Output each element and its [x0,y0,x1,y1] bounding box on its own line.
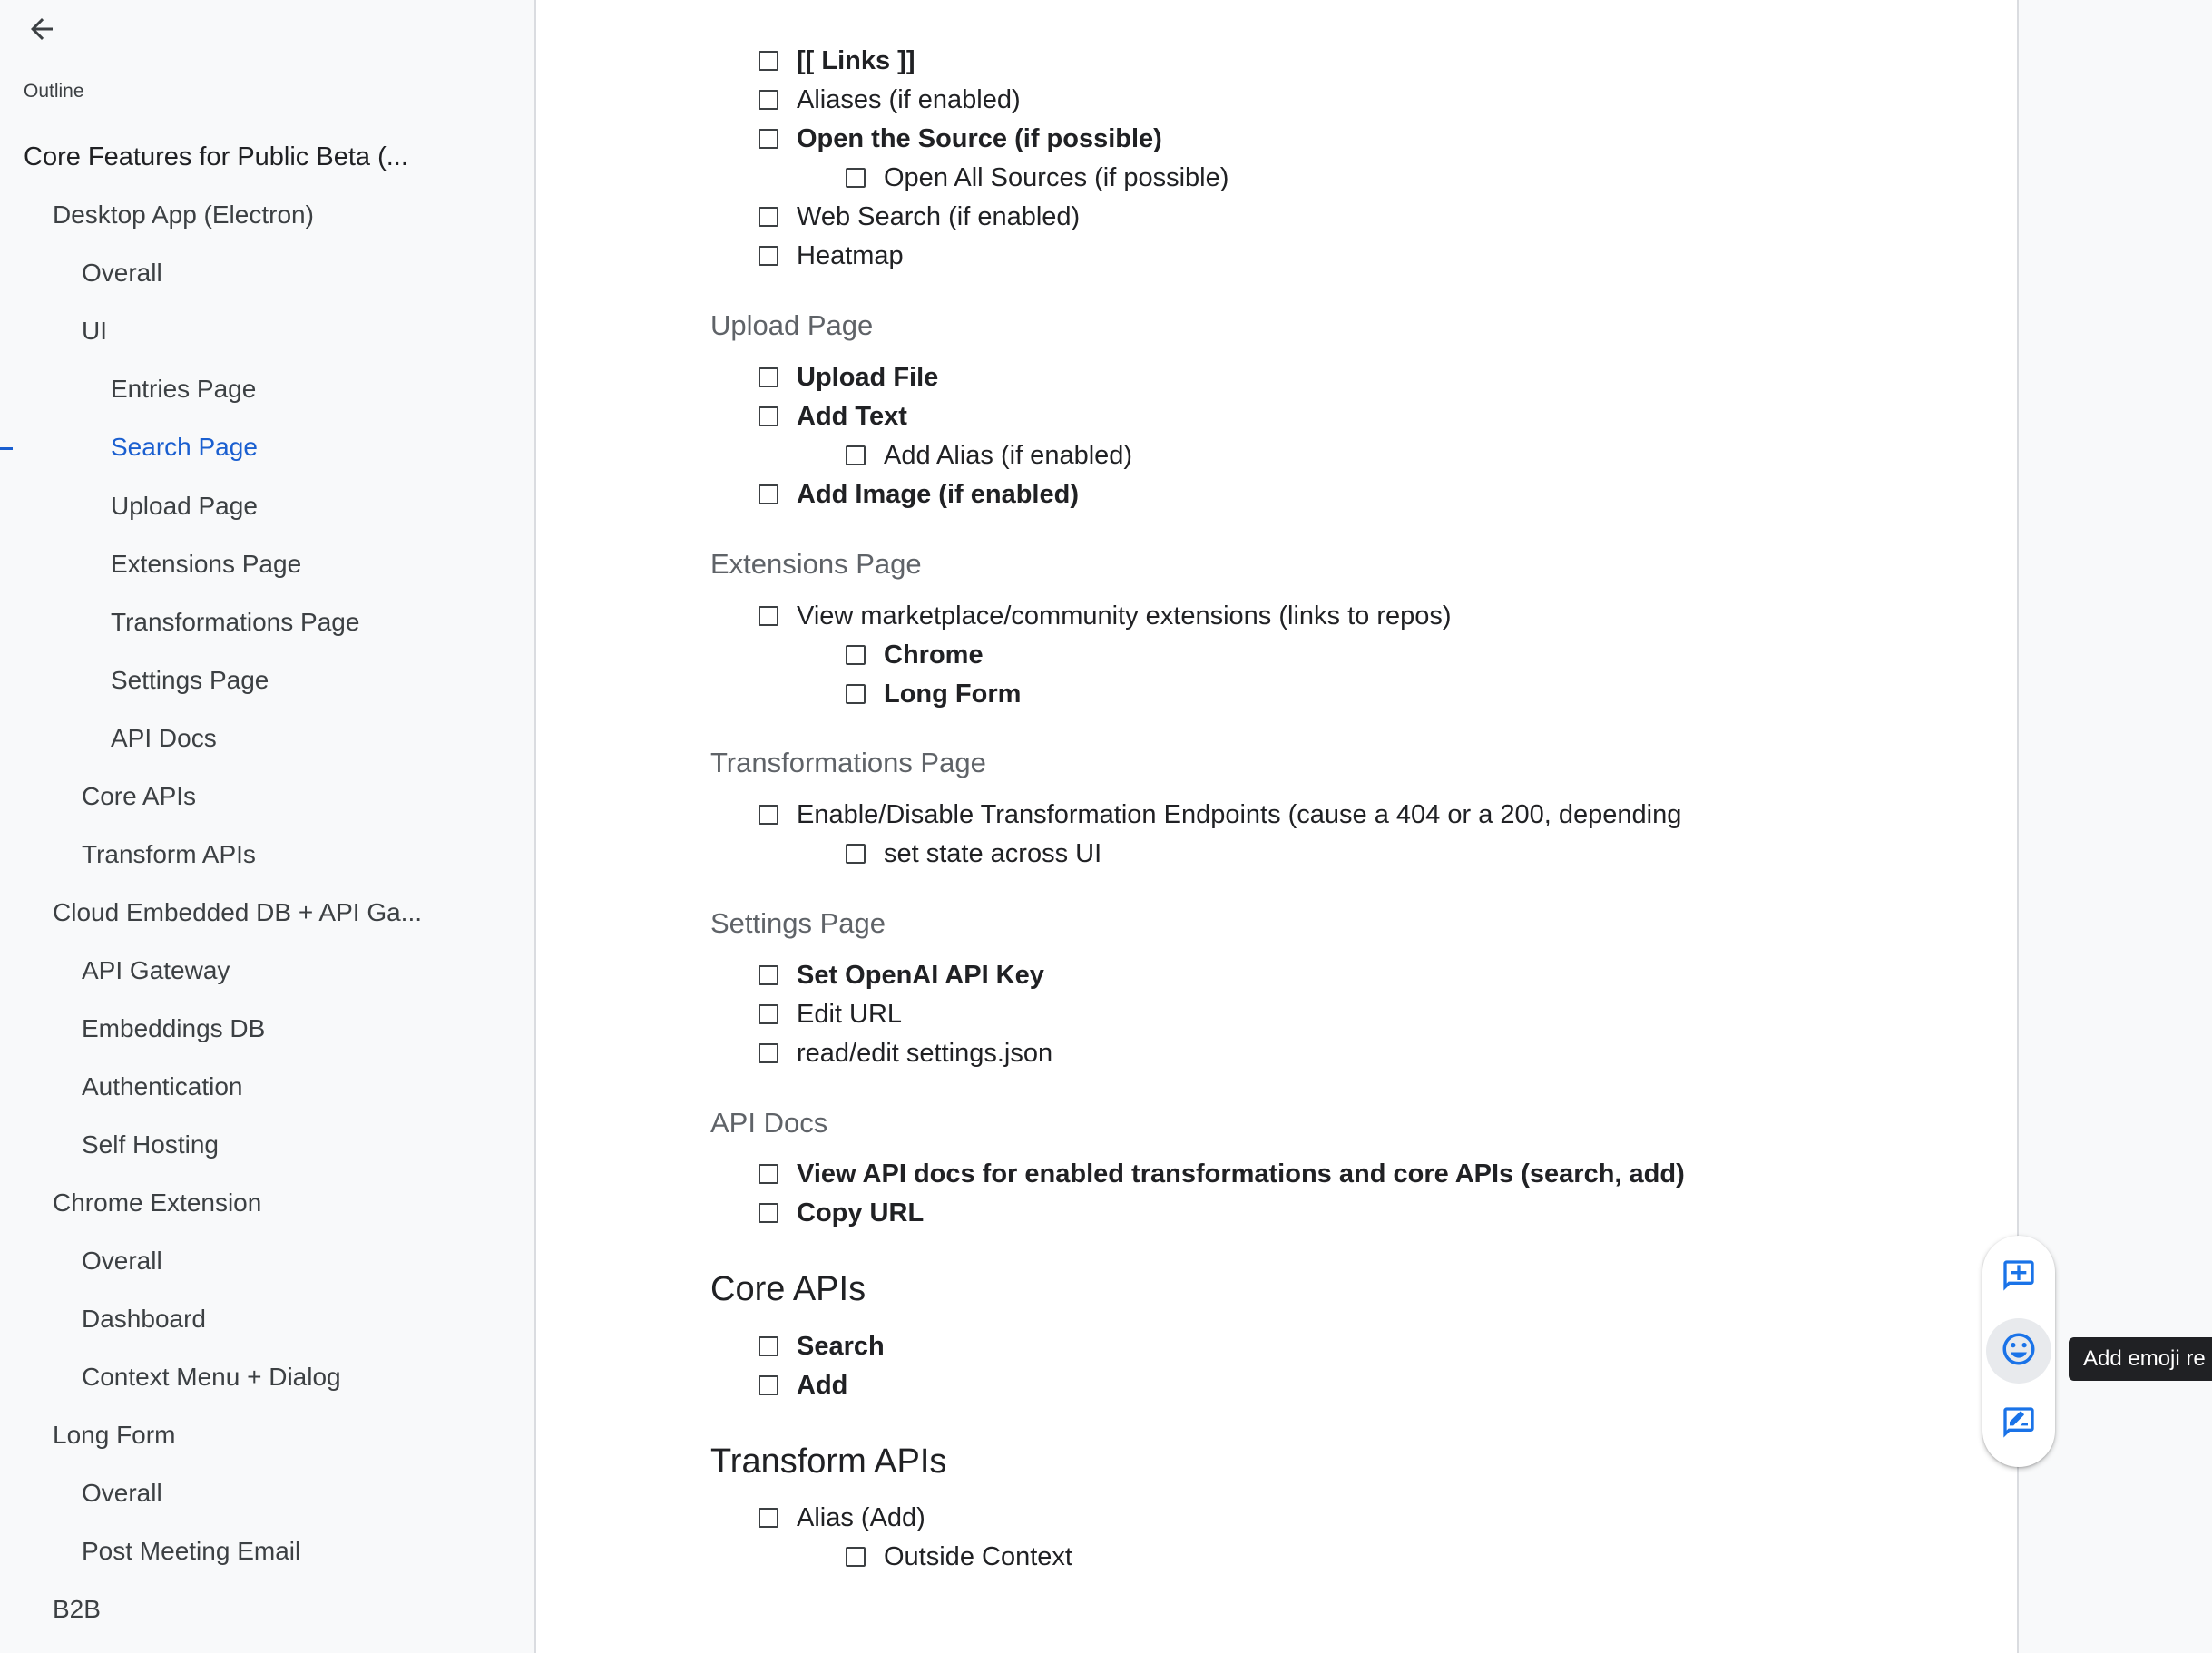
checklist-item-label: View marketplace/community extensions (links to repos) [797,601,1452,631]
checklist-item [759,1367,847,1404]
suggest-edits-button[interactable] [1986,1392,2051,1457]
checklist-item-label: Search [797,1331,885,1361]
checklist-item-label: Outside Context [884,1541,1072,1571]
checkbox[interactable] [759,129,778,149]
checklist-item-label: Add [797,1370,848,1400]
outline-item[interactable]: Context Menu + Dialog [82,1363,341,1391]
checkbox[interactable] [759,1508,778,1528]
checklist-item [759,398,907,435]
checklist-item-label: Web Search (if enabled) [797,201,1081,231]
checklist-item [759,1035,1052,1071]
checklist-item [759,1500,925,1536]
section-heading: Upload Page [710,309,874,341]
outline-item[interactable]: Core APIs [82,782,197,810]
checklist-item-label: Add Image (if enabled) [797,479,1079,509]
checkbox[interactable] [759,1164,778,1184]
outline-item[interactable]: Desktop App (Electron) [53,201,314,229]
outline-item[interactable]: Embeddings DB [82,1014,266,1042]
checkbox[interactable] [846,645,866,665]
outline-item[interactable]: Long Form [53,1421,176,1449]
back-button[interactable] [20,9,64,53]
checklist-item-label: Open the Source (if possible) [797,123,1162,153]
checkbox[interactable] [759,1043,778,1063]
add-emoji-reaction-button[interactable] [1986,1318,2051,1384]
checklist-item [846,637,984,673]
active-item-marker [0,447,13,450]
checkbox[interactable] [759,606,778,626]
checklist-item [846,1539,1072,1575]
outline-item[interactable]: Search Page [111,433,258,461]
checkbox[interactable] [759,965,778,985]
tooltip: Add emoji re [2069,1337,2212,1381]
outline-item[interactable]: Transform APIs [82,840,256,868]
checkbox[interactable] [759,484,778,504]
checkbox[interactable] [759,406,778,426]
checkbox[interactable] [759,246,778,266]
outline-item[interactable]: B2B [53,1595,101,1623]
outline-item[interactable]: Overall [82,1479,162,1507]
outline-item[interactable]: Authentication [82,1072,243,1100]
checklist-item [759,82,1021,118]
outline-item[interactable]: API Gateway [82,956,230,984]
checklist-item-label: Set OpenAI API Key [797,960,1044,990]
checkbox[interactable] [846,684,866,704]
checklist-item-label: View API docs for enabled transformations and core APIs (search, add) [797,1159,1685,1188]
add-comment-button[interactable] [1986,1245,2051,1310]
emoji-icon [2000,1330,2038,1373]
checklist-item-label: read/edit settings.json [797,1038,1053,1068]
checkbox[interactable] [759,367,778,387]
document-page [536,0,2017,1653]
outline-label: Outline [24,81,84,102]
checkbox[interactable] [759,207,778,227]
checklist-item [759,43,915,79]
checklist-item-label: Open All Sources (if possible) [884,162,1229,192]
checklist-item [846,836,1101,872]
checklist-item [759,1328,885,1364]
outline-item[interactable]: Settings Page [111,666,269,694]
checklist-item-label: Edit URL [797,999,903,1029]
checklist-item [846,437,1132,474]
section-heading: Transform APIs [710,1443,947,1481]
floating-action-bar [1982,1236,2055,1467]
checkbox[interactable] [759,51,778,71]
checklist-item [846,160,1228,196]
checklist-item-label: Chrome [884,640,984,670]
checkbox[interactable] [846,168,866,188]
outline-item[interactable]: Upload Page [111,492,258,520]
outline-item[interactable]: Dashboard [82,1305,206,1333]
checklist-item-label: Add Text [797,401,907,431]
outline-item[interactable]: Post Meeting Email [82,1537,301,1565]
outline-item[interactable]: Cloud Embedded DB + API Ga... [53,898,423,926]
section-heading: API Docs [710,1107,828,1139]
outline-item[interactable]: UI [82,317,107,345]
checklist-item [759,476,1079,513]
outline-item[interactable]: Core Features for Public Beta (... [24,142,408,171]
suggest-edits-icon [2001,1404,2037,1445]
outline-item[interactable]: Transformations Page [111,608,360,636]
checklist-item [759,121,1162,157]
checklist-item-label: Add Alias (if enabled) [884,440,1133,470]
checklist-item [759,199,1080,235]
outline-item[interactable]: Overall [82,259,162,287]
checkbox[interactable] [759,805,778,825]
checklist-item [759,238,904,274]
checklist-item-label: [[ Links ]] [797,45,915,75]
outline-item[interactable]: Self Hosting [82,1130,219,1159]
checkbox[interactable] [846,1547,866,1567]
section-heading: Settings Page [710,907,886,939]
section-heading: Extensions Page [710,548,922,580]
checklist-item [759,1195,924,1231]
checklist-item-label: set state across UI [884,838,1102,868]
checklist-item-label: Upload File [797,362,939,392]
outline-sidebar [0,0,535,1653]
checklist-item [759,957,1044,993]
section-heading: Core APIs [710,1270,866,1308]
checklist-item [759,797,1681,833]
outline-item[interactable]: Extensions Page [111,550,302,578]
outline-item[interactable]: Overall [82,1247,162,1275]
checklist-item-label: Enable/Disable Transformation Endpoints (cause a 404 or a 200, depending [797,799,1682,829]
section-heading: Transformations Page [710,747,986,778]
checklist-item-label: Alias (Add) [797,1502,925,1532]
checklist-item [759,598,1452,634]
checkbox[interactable] [759,1336,778,1356]
checkbox[interactable] [846,844,866,864]
checklist-item [759,1156,1685,1192]
checklist-item [759,359,938,396]
outline-item[interactable]: Entries Page [111,375,257,403]
checklist-item-label: Heatmap [797,240,904,270]
checklist-item-label: Aliases (if enabled) [797,84,1021,114]
checkbox[interactable] [846,445,866,465]
arrow-left-icon [25,13,58,50]
outline-item[interactable]: Chrome Extension [53,1188,262,1217]
checkbox[interactable] [759,1203,778,1223]
checklist-item [759,996,902,1032]
checklist-item-label: Copy URL [797,1198,925,1228]
add-comment-icon [2001,1257,2037,1298]
checkbox[interactable] [759,1004,778,1024]
outline-item[interactable]: API Docs [111,724,217,752]
checklist-item-label: Long Form [884,679,1022,709]
checklist-item [846,676,1021,712]
checkbox[interactable] [759,1375,778,1395]
checkbox[interactable] [759,90,778,110]
